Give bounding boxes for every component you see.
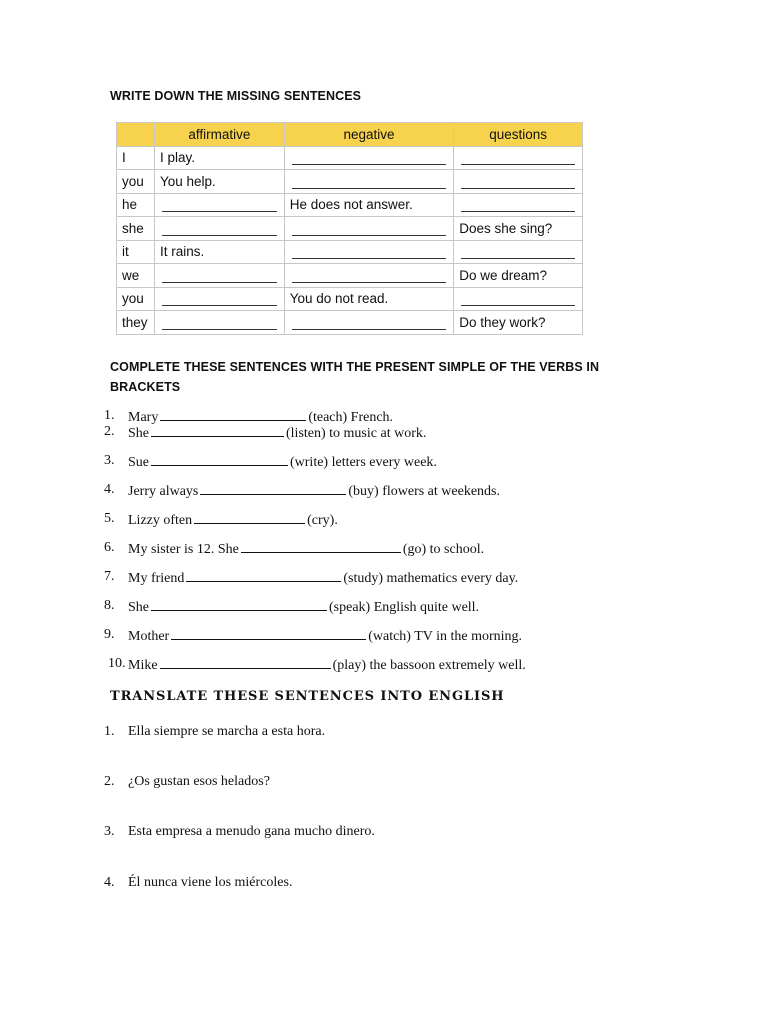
item-text-after: (go) to school. — [402, 542, 485, 557]
pronoun-cell: you — [117, 170, 155, 194]
header-questions: questions — [454, 123, 583, 147]
item-number: 9. — [104, 627, 115, 642]
item-text-after: (speak) English quite well. — [329, 600, 480, 615]
list-item — [104, 482, 500, 500]
answer-blank[interactable] — [162, 197, 277, 212]
list-item — [104, 627, 523, 645]
list-item — [104, 511, 338, 529]
item-text-after: (watch) TV in the morning. — [368, 629, 523, 644]
answer-blank[interactable] — [162, 268, 277, 283]
question-cell[interactable] — [454, 170, 583, 194]
table-row — [117, 170, 583, 194]
item-text-after: (listen) to music at work. — [286, 426, 427, 441]
header-affirmative: affirmative — [154, 123, 284, 147]
header-pronoun — [117, 123, 155, 147]
translation-text: ¿Os gustan esos helados? — [128, 774, 270, 789]
pronoun-cell: she — [117, 217, 155, 241]
item-text-after: (play) the bassoon extremely well. — [332, 658, 526, 673]
negative-cell: You do not read. — [284, 287, 454, 311]
answer-blank[interactable] — [292, 315, 447, 330]
affirmative-cell[interactable] — [154, 311, 284, 335]
item-text-after: (study) mathematics every day. — [343, 571, 519, 586]
item-number: 4. — [104, 875, 115, 890]
negative-cell[interactable] — [284, 240, 454, 264]
answer-line[interactable] — [151, 453, 288, 466]
list-item — [104, 598, 480, 616]
item-text-before: My sister is 12. She — [128, 542, 239, 557]
negative-cell[interactable] — [284, 146, 454, 170]
translation-text: Él nunca viene los miércoles. — [128, 875, 293, 890]
list-item — [104, 540, 485, 558]
table-row — [117, 240, 583, 264]
list-item — [104, 569, 519, 587]
pronoun-cell: I — [117, 146, 155, 170]
negative-cell[interactable] — [284, 264, 454, 288]
item-text-before: Mike — [128, 658, 158, 673]
item-text-after: (cry). — [307, 513, 338, 528]
item-number: 10. — [108, 656, 126, 671]
question-cell[interactable] — [454, 287, 583, 311]
item-number: 2. — [104, 774, 115, 789]
item-text-before: Mother — [128, 629, 170, 644]
verb-table — [116, 122, 583, 335]
item-number: 6. — [104, 540, 115, 555]
section2-title: COMPLETE THESE SENTENCES WITH THE PRESENT SIMPLE OF THE VERBS IN BRACKETS — [110, 360, 600, 394]
pronoun-cell: you — [117, 287, 155, 311]
answer-line[interactable] — [151, 598, 327, 611]
answer-blank[interactable] — [461, 197, 575, 212]
item-text-after: (buy) flowers at weekends. — [348, 484, 500, 499]
answer-blank[interactable] — [461, 244, 575, 259]
answer-line[interactable] — [151, 424, 284, 437]
negative-cell[interactable] — [284, 170, 454, 194]
pronoun-cell: they — [117, 311, 155, 335]
item-number: 3. — [104, 824, 115, 839]
translation-text: Esta empresa a menudo gana mucho dinero. — [128, 824, 375, 839]
list-item — [104, 875, 293, 891]
item-text-before: My friend — [128, 571, 185, 586]
pronoun-cell: we — [117, 264, 155, 288]
question-cell: Do we dream? — [454, 264, 583, 288]
negative-cell[interactable] — [284, 311, 454, 335]
section1-title: WRITE DOWN THE MISSING SENTENCES — [110, 89, 362, 103]
affirmative-cell[interactable] — [154, 264, 284, 288]
question-cell: Do they work? — [454, 311, 583, 335]
item-text-after: (teach) French. — [308, 410, 394, 425]
item-text-before: Lizzy often — [128, 513, 193, 528]
section3-title: TRANSLATE THESE SENTENCES INTO ENGLISH — [110, 689, 505, 704]
affirmative-cell[interactable] — [154, 287, 284, 311]
question-cell[interactable] — [454, 240, 583, 264]
answer-blank[interactable] — [461, 174, 575, 189]
list-item — [104, 453, 437, 471]
item-number: 1. — [104, 408, 115, 423]
list-item — [104, 424, 427, 442]
question-cell[interactable] — [454, 193, 583, 217]
table-row — [117, 287, 583, 311]
affirmative-cell: It rains. — [154, 240, 284, 264]
answer-blank[interactable] — [461, 291, 575, 306]
answer-line[interactable] — [160, 408, 306, 421]
answer-blank[interactable] — [292, 221, 447, 236]
answer-blank[interactable] — [162, 291, 277, 306]
item-number: 5. — [104, 511, 115, 526]
item-text-before: Sue — [128, 455, 149, 470]
negative-cell: He does not answer. — [284, 193, 454, 217]
table-row — [117, 311, 583, 335]
table-row — [117, 193, 583, 217]
list-item — [104, 774, 270, 790]
answer-line[interactable] — [194, 511, 305, 524]
item-number: 8. — [104, 598, 115, 613]
item-number: 3. — [104, 453, 115, 468]
affirmative-cell[interactable] — [154, 217, 284, 241]
question-cell[interactable] — [454, 146, 583, 170]
answer-line[interactable] — [241, 540, 401, 553]
translation-text: Ella siempre se marcha a esta hora. — [128, 724, 326, 739]
table-header-row — [117, 123, 583, 147]
item-text-before: Jerry always — [128, 484, 199, 499]
table-row — [117, 217, 583, 241]
table-row — [117, 146, 583, 170]
answer-blank[interactable] — [461, 150, 575, 165]
answer-line[interactable] — [171, 627, 366, 640]
pronoun-cell: he — [117, 193, 155, 217]
negative-cell[interactable] — [284, 217, 454, 241]
item-text-after: (write) letters every week. — [290, 455, 437, 470]
answer-blank[interactable] — [292, 244, 447, 259]
affirmative-cell[interactable] — [154, 193, 284, 217]
affirmative-cell: I play. — [154, 146, 284, 170]
list-item — [108, 656, 526, 674]
answer-line[interactable] — [186, 569, 341, 582]
item-number: 2. — [104, 424, 115, 439]
answer-blank[interactable] — [292, 174, 447, 189]
answer-blank[interactable] — [162, 315, 277, 330]
list-item — [104, 724, 326, 740]
answer-blank[interactable] — [292, 268, 447, 283]
item-number: 1. — [104, 724, 115, 739]
answer-blank[interactable] — [292, 150, 447, 165]
list-item — [104, 824, 375, 840]
question-cell: Does she sing? — [454, 217, 583, 241]
item-text-before: Mary — [128, 410, 159, 425]
item-text-before: She — [128, 600, 149, 615]
affirmative-cell: You help. — [154, 170, 284, 194]
answer-line[interactable] — [160, 656, 331, 669]
pronoun-cell: it — [117, 240, 155, 264]
answer-blank[interactable] — [162, 221, 277, 236]
item-number: 4. — [104, 482, 115, 497]
table-row — [117, 264, 583, 288]
item-text-before: She — [128, 426, 149, 441]
header-negative: negative — [284, 123, 454, 147]
item-number: 7. — [104, 569, 115, 584]
answer-line[interactable] — [200, 482, 346, 495]
